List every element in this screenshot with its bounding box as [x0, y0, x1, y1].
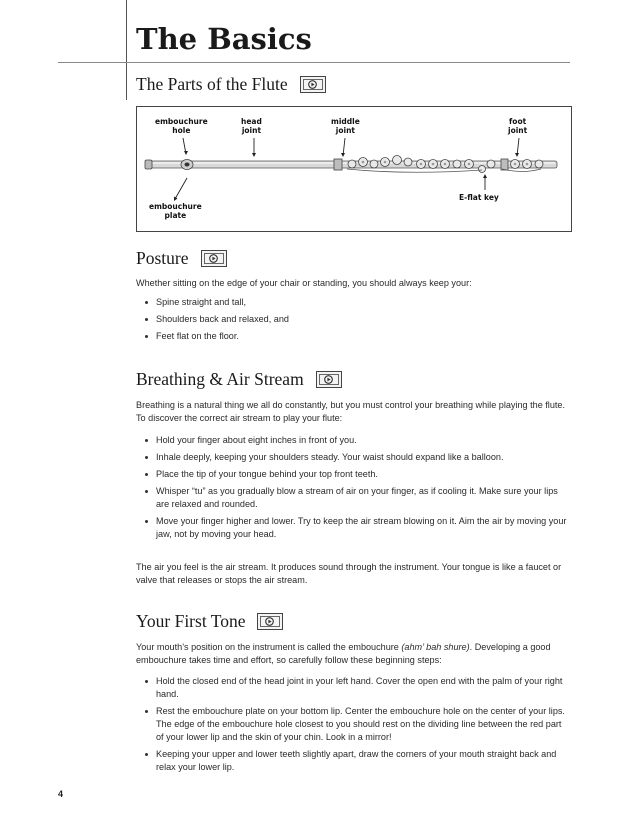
- list-item: Shoulders back and relaxed, and: [136, 313, 570, 326]
- label-middle-joint: middle joint: [331, 117, 360, 135]
- first-tone-list: [136, 675, 570, 778]
- list-item: Whisper “tu” as you gradually blow a stream of air on your finger, as if cooling it. Make sure your lips are relaxed and rounded.: [136, 485, 570, 511]
- breathing-list: [136, 434, 570, 545]
- list-item: Spine straight and tall,: [136, 296, 570, 309]
- list-item: Hold the closed end of the head joint in your left hand. Cover the open end with the palm of your right hand.: [136, 675, 570, 701]
- breathing-heading: [136, 369, 342, 390]
- breathing-heading-text: Breathing & Air Stream: [136, 369, 304, 389]
- label-head-joint: head joint: [241, 117, 262, 135]
- audio-track-icon[interactable]: [300, 76, 326, 93]
- parts-heading: [136, 74, 326, 95]
- page-number: 4: [58, 789, 64, 799]
- pronunciation: (ahm’ bah shure): [401, 642, 470, 652]
- label-foot-joint: foot joint: [508, 117, 528, 135]
- first-tone-heading-text: Your First Tone: [136, 611, 246, 631]
- flute-illustration: [137, 107, 573, 233]
- posture-heading-text: Posture: [136, 248, 189, 268]
- list-item: Place the tip of your tongue behind your top front teeth.: [136, 468, 570, 481]
- list-item: Hold your finger about eight inches in front of you.: [136, 434, 570, 447]
- list-item: Feet flat on the floor.: [136, 330, 570, 343]
- label-embouchure-plate: embouchure plate: [149, 202, 202, 220]
- title-rule: [58, 62, 570, 63]
- list-item: Keeping your upper and lower teeth slightly apart, draw the corners of your mouth straight back and relax your lower lip.: [136, 748, 570, 774]
- breathing-outro: The air you feel is the air stream. It produces sound through the instrument. Your tongue is like a faucet or valve that releases or stops the air stream.: [136, 562, 562, 585]
- label-e-flat-key: E-flat key: [459, 193, 499, 202]
- parts-heading-text: The Parts of the Flute: [136, 74, 288, 94]
- list-item: Rest the embouchure plate on your bottom lip. Center the embouchure hole on the center of your lips. The edge of the embouchure hole closest to you should rest on the dividing line between the red part of your lower lip and the skin of your chin. Look in a mirror!: [136, 705, 570, 744]
- intro-text-cont: . Developing a good embouchure takes time and effort, so carefully follow these beginning steps:: [136, 642, 551, 665]
- page-title: The Basics: [136, 22, 312, 56]
- audio-track-icon[interactable]: [201, 250, 227, 267]
- list-item: Move your finger higher and lower. Try to keep the air stream blowing on it. Aim the air by moving your jaw, not by moving your head.: [136, 515, 570, 541]
- flute-diagram: [136, 106, 572, 232]
- posture-heading: [136, 248, 227, 269]
- first-tone-heading: [136, 611, 283, 632]
- breathing-intro: Breathing is a natural thing we all do constantly, but you must control your breathing while playing the flute. To discover the correct air stream to play your flute:: [136, 400, 565, 423]
- audio-track-icon[interactable]: [316, 371, 342, 388]
- audio-track-icon[interactable]: [257, 613, 283, 630]
- intro-text: Your mouth’s position on the instrument is called the embouchure: [136, 642, 402, 652]
- posture-intro: Whether sitting on the edge of your chair or standing, you should always keep your:: [136, 278, 472, 288]
- list-item: Inhale deeply, keeping your shoulders steady. Your waist should expand like a balloon.: [136, 451, 570, 464]
- margin-vertical-line: [126, 0, 127, 100]
- posture-list: [136, 296, 570, 347]
- label-embouchure-hole: embouchure hole: [155, 117, 208, 135]
- first-tone-intro: [136, 641, 570, 667]
